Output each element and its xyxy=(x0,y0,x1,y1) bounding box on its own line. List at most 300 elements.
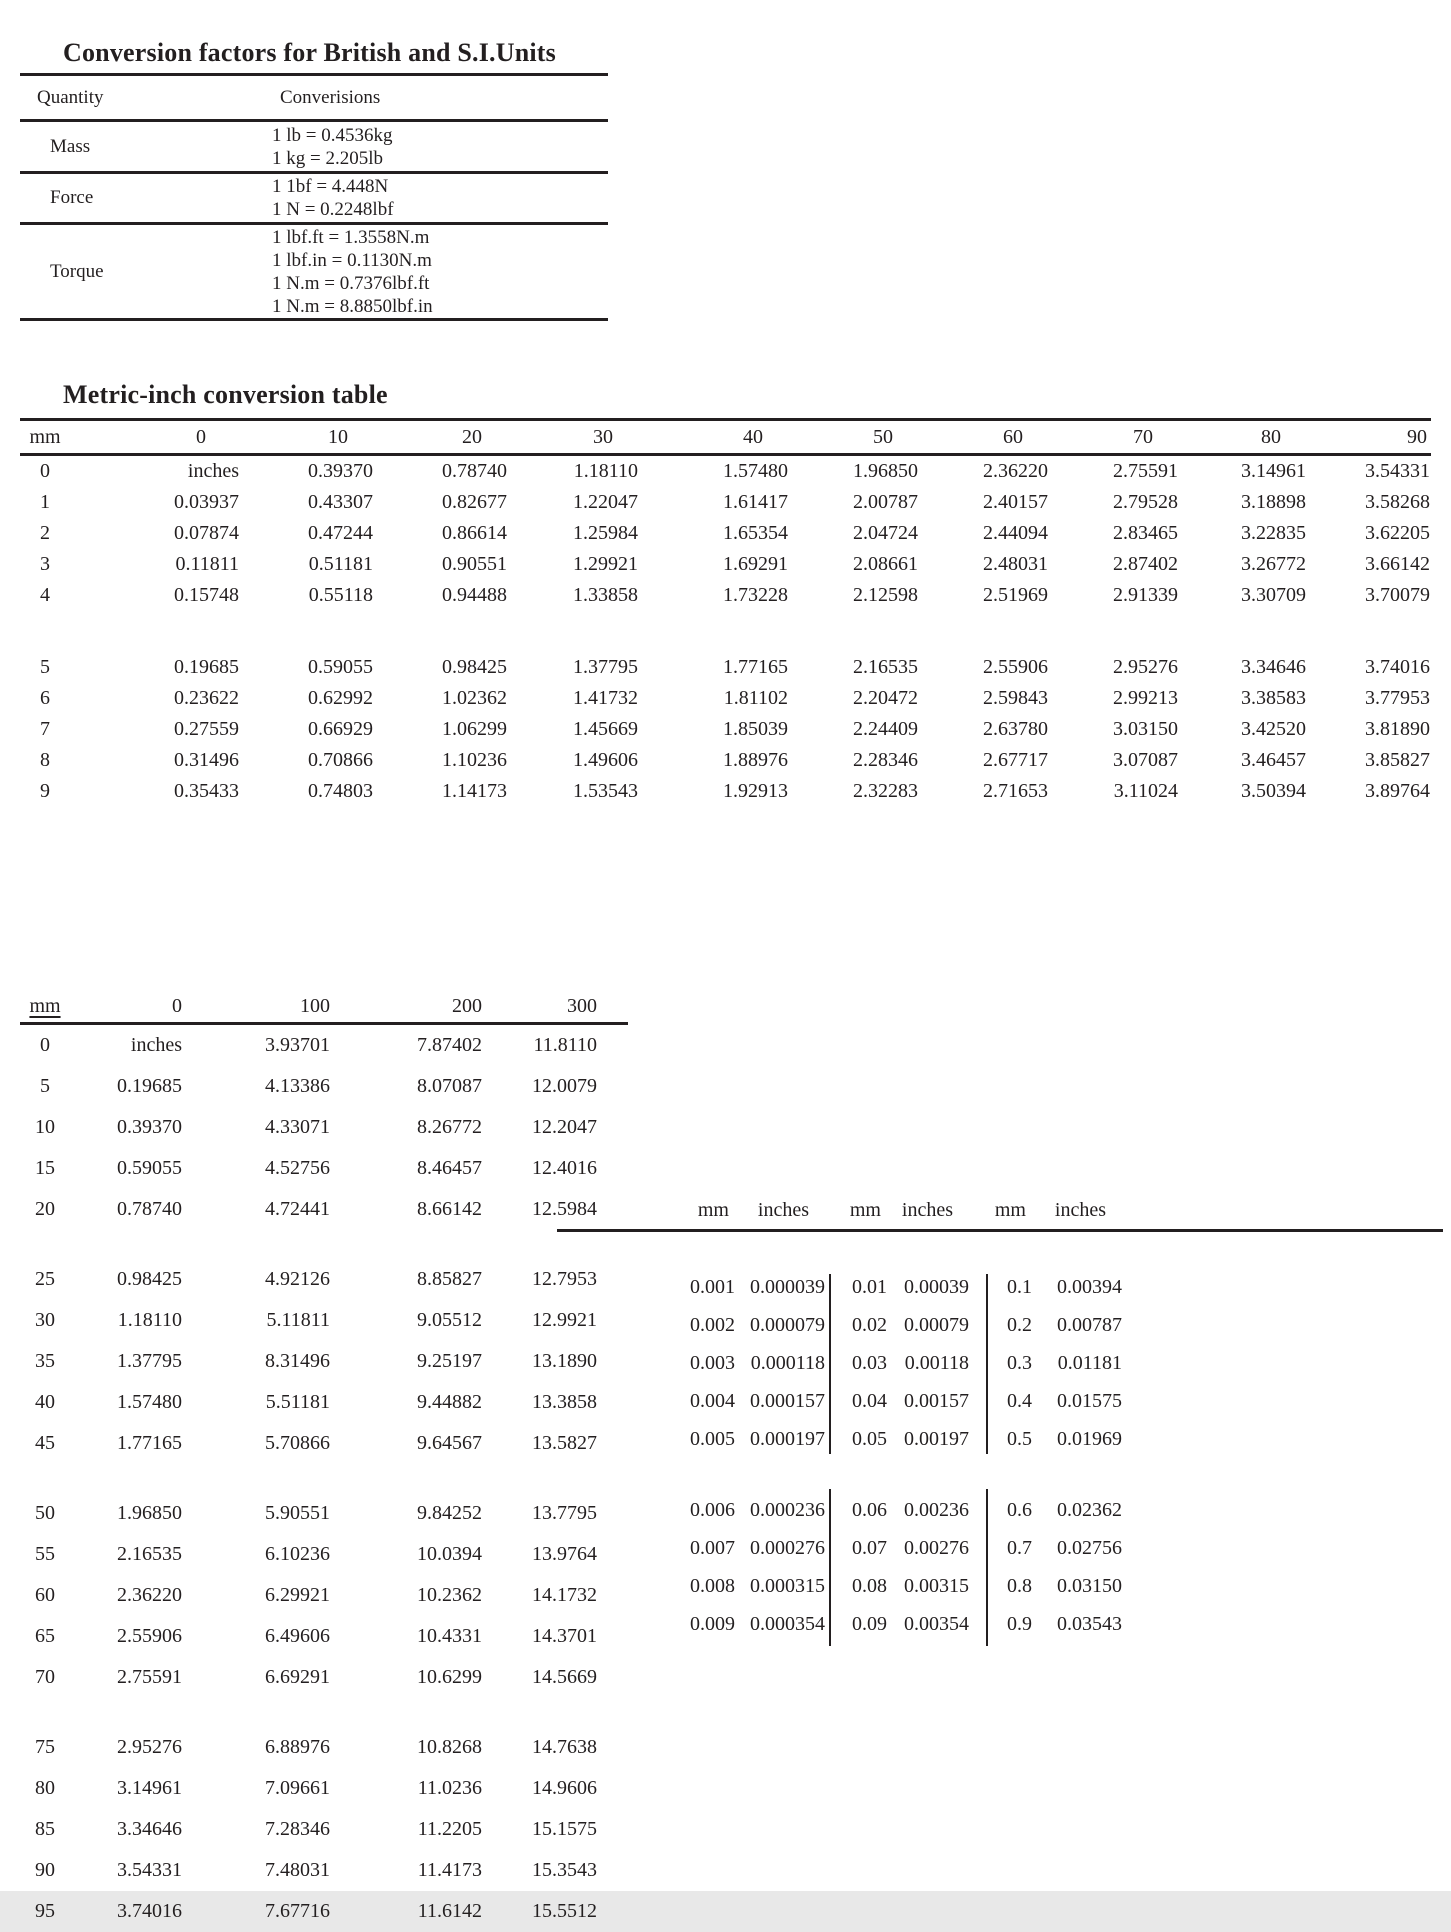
mm-value: 0.03 xyxy=(852,1351,887,1374)
cell-value: 5.90551 xyxy=(265,1502,330,1524)
row-label: 3 xyxy=(40,553,50,575)
inches-value: 0.00039 xyxy=(904,1275,969,1298)
conversion-line: 1 N.m = 8.8850lbf.in xyxy=(272,295,433,317)
mm-value: 0.002 xyxy=(690,1313,735,1336)
cell-value: 6.49606 xyxy=(265,1625,330,1647)
cell-value: 4.13386 xyxy=(265,1075,330,1097)
row-label: 9 xyxy=(40,780,50,802)
row-label: 75 xyxy=(35,1736,55,1758)
cell-value: 3.38583 xyxy=(1241,687,1306,709)
mm-value: 0.06 xyxy=(852,1498,887,1521)
row-label: 45 xyxy=(35,1432,55,1454)
cell-value: 6.10236 xyxy=(265,1543,330,1565)
cell-value: 1.02362 xyxy=(442,687,507,709)
table-row xyxy=(20,580,1431,611)
cell-value: 0.43307 xyxy=(308,491,373,513)
cell-value: inches xyxy=(187,460,239,482)
gap-cell xyxy=(20,611,1431,652)
gap-cell xyxy=(20,1698,628,1727)
cell-value: 2.04724 xyxy=(853,522,918,544)
inches-value: 0.02756 xyxy=(1057,1536,1122,1559)
row-label: 60 xyxy=(35,1584,55,1606)
cell-value: 1.61417 xyxy=(723,491,788,513)
row-label: 5 xyxy=(40,1075,50,1097)
cell-value: 3.74016 xyxy=(117,1900,182,1922)
cell-value: 1.45669 xyxy=(573,718,638,740)
table-row xyxy=(20,518,1431,549)
cell-value: 4.33071 xyxy=(265,1116,330,1138)
header-row xyxy=(20,990,628,1024)
quantity-label: Force xyxy=(50,187,94,208)
cell-value: 1.33858 xyxy=(573,584,638,606)
row-label: 40 xyxy=(35,1391,55,1413)
mm-value: 0.008 xyxy=(690,1574,735,1597)
inches-value: 0.000197 xyxy=(750,1427,825,1450)
cell-value: 2.20472 xyxy=(853,687,918,709)
mm-value: 0.006 xyxy=(690,1498,735,1521)
row-label: 15 xyxy=(35,1157,55,1179)
row-label: 7 xyxy=(40,718,50,740)
col-header-mm: mm xyxy=(849,1199,881,1221)
cell-value: 0.90551 xyxy=(442,553,507,575)
cell-value: 2.16535 xyxy=(117,1543,182,1565)
col-header-inches: inches xyxy=(901,1199,953,1221)
conversion-row xyxy=(20,174,608,225)
inches-value: 0.00394 xyxy=(1057,1275,1122,1298)
col-header-mm: mm xyxy=(697,1199,729,1221)
cell-value: 3.85827 xyxy=(1365,749,1430,771)
group-gap xyxy=(557,1458,1443,1491)
col-header-quantity: Quantity xyxy=(37,86,104,108)
cell-value: 2.16535 xyxy=(853,656,918,678)
conversion-row xyxy=(20,225,608,318)
table-row xyxy=(20,487,1431,518)
cell-value: 1.06299 xyxy=(442,718,507,740)
inches-value: 0.01575 xyxy=(1057,1389,1122,1412)
cell-value: 12.9921 xyxy=(532,1309,597,1331)
small-values-table-body xyxy=(557,1268,1443,1643)
cell-value: 10.0394 xyxy=(417,1543,482,1565)
cell-value: 3.93701 xyxy=(265,1034,330,1056)
mm-value: 0.4 xyxy=(1007,1389,1032,1412)
cell-value: 2.24409 xyxy=(853,718,918,740)
spacer-cell xyxy=(598,1657,628,1698)
cell-value: 5.51181 xyxy=(265,1391,330,1413)
column-separator xyxy=(986,1489,988,1646)
cell-value: 0.35433 xyxy=(174,780,239,802)
cell-value: 12.2047 xyxy=(532,1116,597,1138)
cell-value: 1.77165 xyxy=(723,656,788,678)
cell-value: 2.91339 xyxy=(1113,584,1178,606)
conversion-line: 1 lbf.in = 0.1130N.m xyxy=(272,249,432,271)
table-row xyxy=(557,1344,1443,1382)
table-row xyxy=(20,549,1431,580)
cell-value: 3.34646 xyxy=(1241,656,1306,678)
cell-value: 1.22047 xyxy=(573,491,638,513)
cell-value: 0.15748 xyxy=(174,584,239,606)
conversion-row xyxy=(20,122,608,174)
metric-inch-hundreds-table xyxy=(20,990,628,1932)
cell-value: 3.14961 xyxy=(1241,460,1306,482)
row-label: 4 xyxy=(40,584,50,606)
cell-value: 3.89764 xyxy=(1365,780,1430,802)
row-label: 90 xyxy=(35,1859,55,1881)
british-si-units-table-body xyxy=(20,122,608,318)
cell-value: 0.07874 xyxy=(174,522,239,544)
cell-value: 3.26772 xyxy=(1241,553,1306,575)
table-row xyxy=(20,1341,628,1382)
spacer-cell xyxy=(598,1809,628,1850)
cell-value: 0.23622 xyxy=(174,687,239,709)
col-header: 0 xyxy=(70,990,183,1024)
inches-value: 0.01181 xyxy=(1057,1351,1122,1374)
cell-value: 14.5669 xyxy=(532,1666,597,1688)
table-row xyxy=(557,1420,1443,1458)
cell-value: 0.62992 xyxy=(308,687,373,709)
conversion-lines xyxy=(272,174,608,222)
cell-value: 1.41732 xyxy=(573,687,638,709)
row-label: 2 xyxy=(40,522,50,544)
cell-value: 8.66142 xyxy=(417,1198,482,1220)
cell-value: 9.64567 xyxy=(417,1432,482,1454)
cell-value: 10.6299 xyxy=(417,1666,482,1688)
inches-value: 0.00118 xyxy=(904,1351,969,1374)
cell-value: 0.39370 xyxy=(117,1116,182,1138)
col-header-conversions: Converisions xyxy=(280,86,381,108)
mm-value: 0.1 xyxy=(1007,1275,1032,1298)
cell-value: 1.37795 xyxy=(573,656,638,678)
inches-value: 0.00236 xyxy=(904,1498,969,1521)
cell-value: 2.44094 xyxy=(983,522,1048,544)
mm-value: 0.004 xyxy=(690,1389,735,1412)
cell-value: 1.49606 xyxy=(573,749,638,771)
inches-value: 0.000354 xyxy=(750,1612,825,1635)
row-label: 10 xyxy=(35,1116,55,1138)
mm-value: 0.3 xyxy=(1007,1351,1032,1374)
mm-value: 0.009 xyxy=(690,1612,735,1635)
cell-value: 0.66929 xyxy=(308,718,373,740)
conversion-line: 1 1bf = 4.448N xyxy=(272,176,389,197)
cell-value: 3.77953 xyxy=(1365,687,1430,709)
cell-value: 0.82677 xyxy=(442,491,507,513)
cell-value: 0.70866 xyxy=(308,749,373,771)
table-row xyxy=(20,1616,628,1657)
cell-value: 5.11811 xyxy=(266,1309,330,1331)
cell-value: 0.51181 xyxy=(308,553,373,575)
spacer xyxy=(557,1232,1443,1268)
mm-value: 0.09 xyxy=(852,1612,887,1635)
col-header: 0 xyxy=(70,420,240,455)
cell-value: 2.59843 xyxy=(983,687,1048,709)
cell-value: 4.52756 xyxy=(265,1157,330,1179)
cell-value: 2.36220 xyxy=(117,1584,182,1606)
cell-value: 1.18110 xyxy=(573,460,638,482)
cell-value: 3.58268 xyxy=(1365,491,1430,513)
inches-value: 0.03543 xyxy=(1057,1612,1122,1635)
inches-value: 0.000276 xyxy=(750,1536,825,1559)
cell-value: 2.40157 xyxy=(983,491,1048,513)
cell-value: 1.69291 xyxy=(723,553,788,575)
mm-value: 0.5 xyxy=(1007,1427,1032,1450)
cell-value: 3.11024 xyxy=(1113,780,1178,802)
col-header-inches: inches xyxy=(757,1199,809,1221)
cell-value: 1.96850 xyxy=(117,1502,182,1524)
cell-value: 2.95276 xyxy=(1113,656,1178,678)
group-gap xyxy=(20,1230,628,1259)
cell-value: 2.75591 xyxy=(1113,460,1178,482)
header-row xyxy=(20,420,1431,455)
inches-value: 0.00315 xyxy=(904,1574,969,1597)
cell-value: 0.27559 xyxy=(174,718,239,740)
cell-value: 2.79528 xyxy=(1113,491,1178,513)
cell-value: 0.98425 xyxy=(442,656,507,678)
col-header: 300 xyxy=(483,990,598,1024)
cell-value: 3.54331 xyxy=(117,1859,182,1881)
row-label: 55 xyxy=(35,1543,55,1565)
group-gap xyxy=(20,1464,628,1493)
cell-value: 2.08661 xyxy=(853,553,918,575)
cell-value: 15.5512 xyxy=(532,1900,597,1922)
table-row xyxy=(20,1850,628,1891)
table-row xyxy=(20,1493,628,1534)
conversion-line: 1 N.m = 0.7376lbf.ft xyxy=(272,272,430,294)
row-label: 25 xyxy=(35,1268,55,1290)
col-header: 80 xyxy=(1179,420,1307,455)
spacer-cell xyxy=(598,1727,628,1768)
cell-value: 0.78740 xyxy=(117,1198,182,1220)
inches-value: 0.00197 xyxy=(904,1427,969,1450)
table-row xyxy=(20,1024,628,1067)
small-values-table xyxy=(557,1192,1443,1643)
cell-value: 10.4331 xyxy=(417,1625,482,1647)
cell-value: 7.09661 xyxy=(265,1777,330,1799)
mm-value: 0.08 xyxy=(852,1574,887,1597)
cell-value: 2.55906 xyxy=(117,1625,182,1647)
column-separator xyxy=(829,1274,831,1454)
cell-value: 0.86614 xyxy=(442,522,507,544)
cell-value: 13.5827 xyxy=(532,1432,597,1454)
conversion-lines xyxy=(272,225,608,318)
mm-value: 0.07 xyxy=(852,1536,887,1559)
cell-value: 3.50394 xyxy=(1241,780,1306,802)
cell-value: 0.47244 xyxy=(308,522,373,544)
cell-value: 2.51969 xyxy=(983,584,1048,606)
cell-value: 1.81102 xyxy=(723,687,788,709)
cell-value: 2.12598 xyxy=(853,584,918,606)
cell-value: 3.14961 xyxy=(117,1777,182,1799)
page-title: Conversion factors for British and S.I.Units xyxy=(63,38,556,67)
column-separator xyxy=(829,1489,831,1646)
group-gap xyxy=(20,611,1431,652)
mm-value: 0.9 xyxy=(1007,1612,1032,1635)
table-row xyxy=(20,1891,628,1932)
cell-value: 3.46457 xyxy=(1241,749,1306,771)
cell-value: 0.59055 xyxy=(117,1157,182,1179)
cell-value: 2.00787 xyxy=(853,491,918,513)
cell-value: 0.74803 xyxy=(308,780,373,802)
cell-value: 1.77165 xyxy=(117,1432,182,1454)
col-header-mm: mm xyxy=(994,1199,1026,1221)
table-row xyxy=(20,683,1431,714)
cell-value: inches xyxy=(130,1034,182,1056)
col-header: 50 xyxy=(789,420,919,455)
cell-value: 8.31496 xyxy=(265,1350,330,1372)
cell-value: 13.1890 xyxy=(532,1350,597,1372)
cell-value: 2.95276 xyxy=(117,1736,182,1758)
inches-value: 0.03150 xyxy=(1057,1574,1122,1597)
spacer-cell xyxy=(598,1024,628,1067)
section-title: Metric-inch conversion table xyxy=(63,380,388,409)
table-row xyxy=(557,1268,1443,1306)
cell-value: 0.31496 xyxy=(174,749,239,771)
row-label: 50 xyxy=(35,1502,55,1524)
row-label: 0 xyxy=(40,1034,50,1056)
gap-cell xyxy=(20,1464,628,1493)
cell-value: 13.3858 xyxy=(532,1391,597,1413)
conversion-line: 1 N = 0.2248lbf xyxy=(272,199,394,220)
cell-value: 11.6142 xyxy=(417,1900,482,1922)
cell-value: 2.55906 xyxy=(983,656,1048,678)
table-row xyxy=(557,1567,1443,1605)
cell-value: 1.92913 xyxy=(723,780,788,802)
cell-value: 15.3543 xyxy=(532,1859,597,1881)
table-row xyxy=(20,652,1431,683)
table-row xyxy=(557,1382,1443,1420)
cell-value: 12.4016 xyxy=(532,1157,597,1179)
cell-value: 8.07087 xyxy=(417,1075,482,1097)
row-label: 95 xyxy=(35,1900,55,1922)
cell-value: 12.5984 xyxy=(532,1198,597,1220)
col-header: 20 xyxy=(374,420,508,455)
inches-value: 0.00157 xyxy=(904,1389,969,1412)
spacer-col xyxy=(598,990,628,1024)
cell-value: 1.53543 xyxy=(573,780,638,802)
table-row xyxy=(557,1306,1443,1344)
british-si-units-table-header xyxy=(20,76,608,122)
cell-value: 3.74016 xyxy=(1365,656,1430,678)
col-header: 40 xyxy=(639,420,789,455)
col-header: 70 xyxy=(1049,420,1179,455)
cell-value: 1.96850 xyxy=(853,460,918,482)
cell-value: 3.70079 xyxy=(1365,584,1430,606)
table-row xyxy=(20,1189,628,1230)
table-row xyxy=(20,1066,628,1107)
metric-inch-table xyxy=(20,418,1431,807)
cell-value: 3.66142 xyxy=(1365,553,1430,575)
inches-value: 0.000157 xyxy=(750,1389,825,1412)
gap-cell xyxy=(20,1230,628,1259)
cell-value: 3.34646 xyxy=(117,1818,182,1840)
small-values-table-header xyxy=(557,1192,1443,1232)
table-row xyxy=(20,776,1431,807)
cell-value: 1.85039 xyxy=(723,718,788,740)
col-header: 60 xyxy=(919,420,1049,455)
conversion-line: 1 lb = 0.4536kg xyxy=(272,124,393,146)
row-label: 5 xyxy=(40,656,50,678)
row-label: 70 xyxy=(35,1666,55,1688)
mm-value: 0.005 xyxy=(690,1427,735,1450)
group-gap xyxy=(20,1698,628,1727)
cell-value: 10.8268 xyxy=(417,1736,482,1758)
cell-value: 15.1575 xyxy=(532,1818,597,1840)
cell-value: 2.87402 xyxy=(1113,553,1178,575)
cell-value: 14.9606 xyxy=(532,1777,597,1799)
cell-value: 14.1732 xyxy=(532,1584,597,1606)
cell-value: 2.71653 xyxy=(983,780,1048,802)
inches-value: 0.00276 xyxy=(904,1536,969,1559)
table-row xyxy=(20,1300,628,1341)
cell-value: 11.2205 xyxy=(417,1818,482,1840)
cell-value: 3.62205 xyxy=(1365,522,1430,544)
cell-value: 0.98425 xyxy=(117,1268,182,1290)
table-row xyxy=(20,1657,628,1698)
conversion-line: 1 lbf.ft = 1.3558N.m xyxy=(272,226,430,248)
cell-value: 0.03937 xyxy=(174,491,239,513)
table-row xyxy=(20,1534,628,1575)
spacer-cell xyxy=(598,1066,628,1107)
spacer-cell xyxy=(598,1850,628,1891)
british-si-units-table xyxy=(20,73,608,321)
cell-value: 1.37795 xyxy=(117,1350,182,1372)
conversion-lines xyxy=(272,122,608,171)
quantity-label: Torque xyxy=(50,260,104,282)
cell-value: 0.78740 xyxy=(442,460,507,482)
cell-value: 3.81890 xyxy=(1365,718,1430,740)
table-row xyxy=(20,745,1431,776)
cell-value: 7.48031 xyxy=(265,1859,330,1881)
row-label: 6 xyxy=(40,687,50,709)
mm-value: 0.2 xyxy=(1007,1313,1032,1336)
col-header: 10 xyxy=(240,420,374,455)
conversion-line: 1 kg = 2.205lb xyxy=(272,147,383,169)
cell-value: 1.18110 xyxy=(117,1309,182,1331)
cell-value: 9.05512 xyxy=(417,1309,482,1331)
cell-value: 1.14173 xyxy=(442,780,507,802)
col-header: 90 xyxy=(1307,420,1431,455)
cell-value: 1.25984 xyxy=(573,522,638,544)
cell-value: 11.0236 xyxy=(417,1777,482,1799)
col-header: 200 xyxy=(331,990,483,1024)
cell-value: 3.42520 xyxy=(1241,718,1306,740)
cell-value: 14.7638 xyxy=(532,1736,597,1758)
row-label: 85 xyxy=(35,1818,55,1840)
cell-value: 9.44882 xyxy=(417,1391,482,1413)
inches-value: 0.000079 xyxy=(750,1313,825,1336)
cell-value: 4.92126 xyxy=(265,1268,330,1290)
cell-value: 14.3701 xyxy=(532,1625,597,1647)
inches-value: 0.000315 xyxy=(750,1574,825,1597)
table-row xyxy=(20,1423,628,1464)
cell-value: 12.7953 xyxy=(532,1268,597,1290)
unit-label-header: mm xyxy=(20,990,70,1024)
cell-value: 11.8110 xyxy=(533,1034,597,1056)
mm-value: 0.001 xyxy=(690,1275,735,1298)
cell-value: 3.22835 xyxy=(1241,522,1306,544)
cell-value: 6.69291 xyxy=(265,1666,330,1688)
cell-value: 1.57480 xyxy=(117,1391,182,1413)
cell-value: 7.28346 xyxy=(265,1818,330,1840)
row-label: 1 xyxy=(40,491,50,513)
cell-value: 1.29921 xyxy=(573,553,638,575)
cell-value: 2.36220 xyxy=(983,460,1048,482)
cell-value: 7.87402 xyxy=(417,1034,482,1056)
cell-value: 0.19685 xyxy=(174,656,239,678)
cell-value: 0.94488 xyxy=(442,584,507,606)
cell-value: 0.11811 xyxy=(175,553,239,575)
cell-value: 2.48031 xyxy=(983,553,1048,575)
cell-value: 2.99213 xyxy=(1113,687,1178,709)
mm-value: 0.04 xyxy=(852,1389,887,1412)
